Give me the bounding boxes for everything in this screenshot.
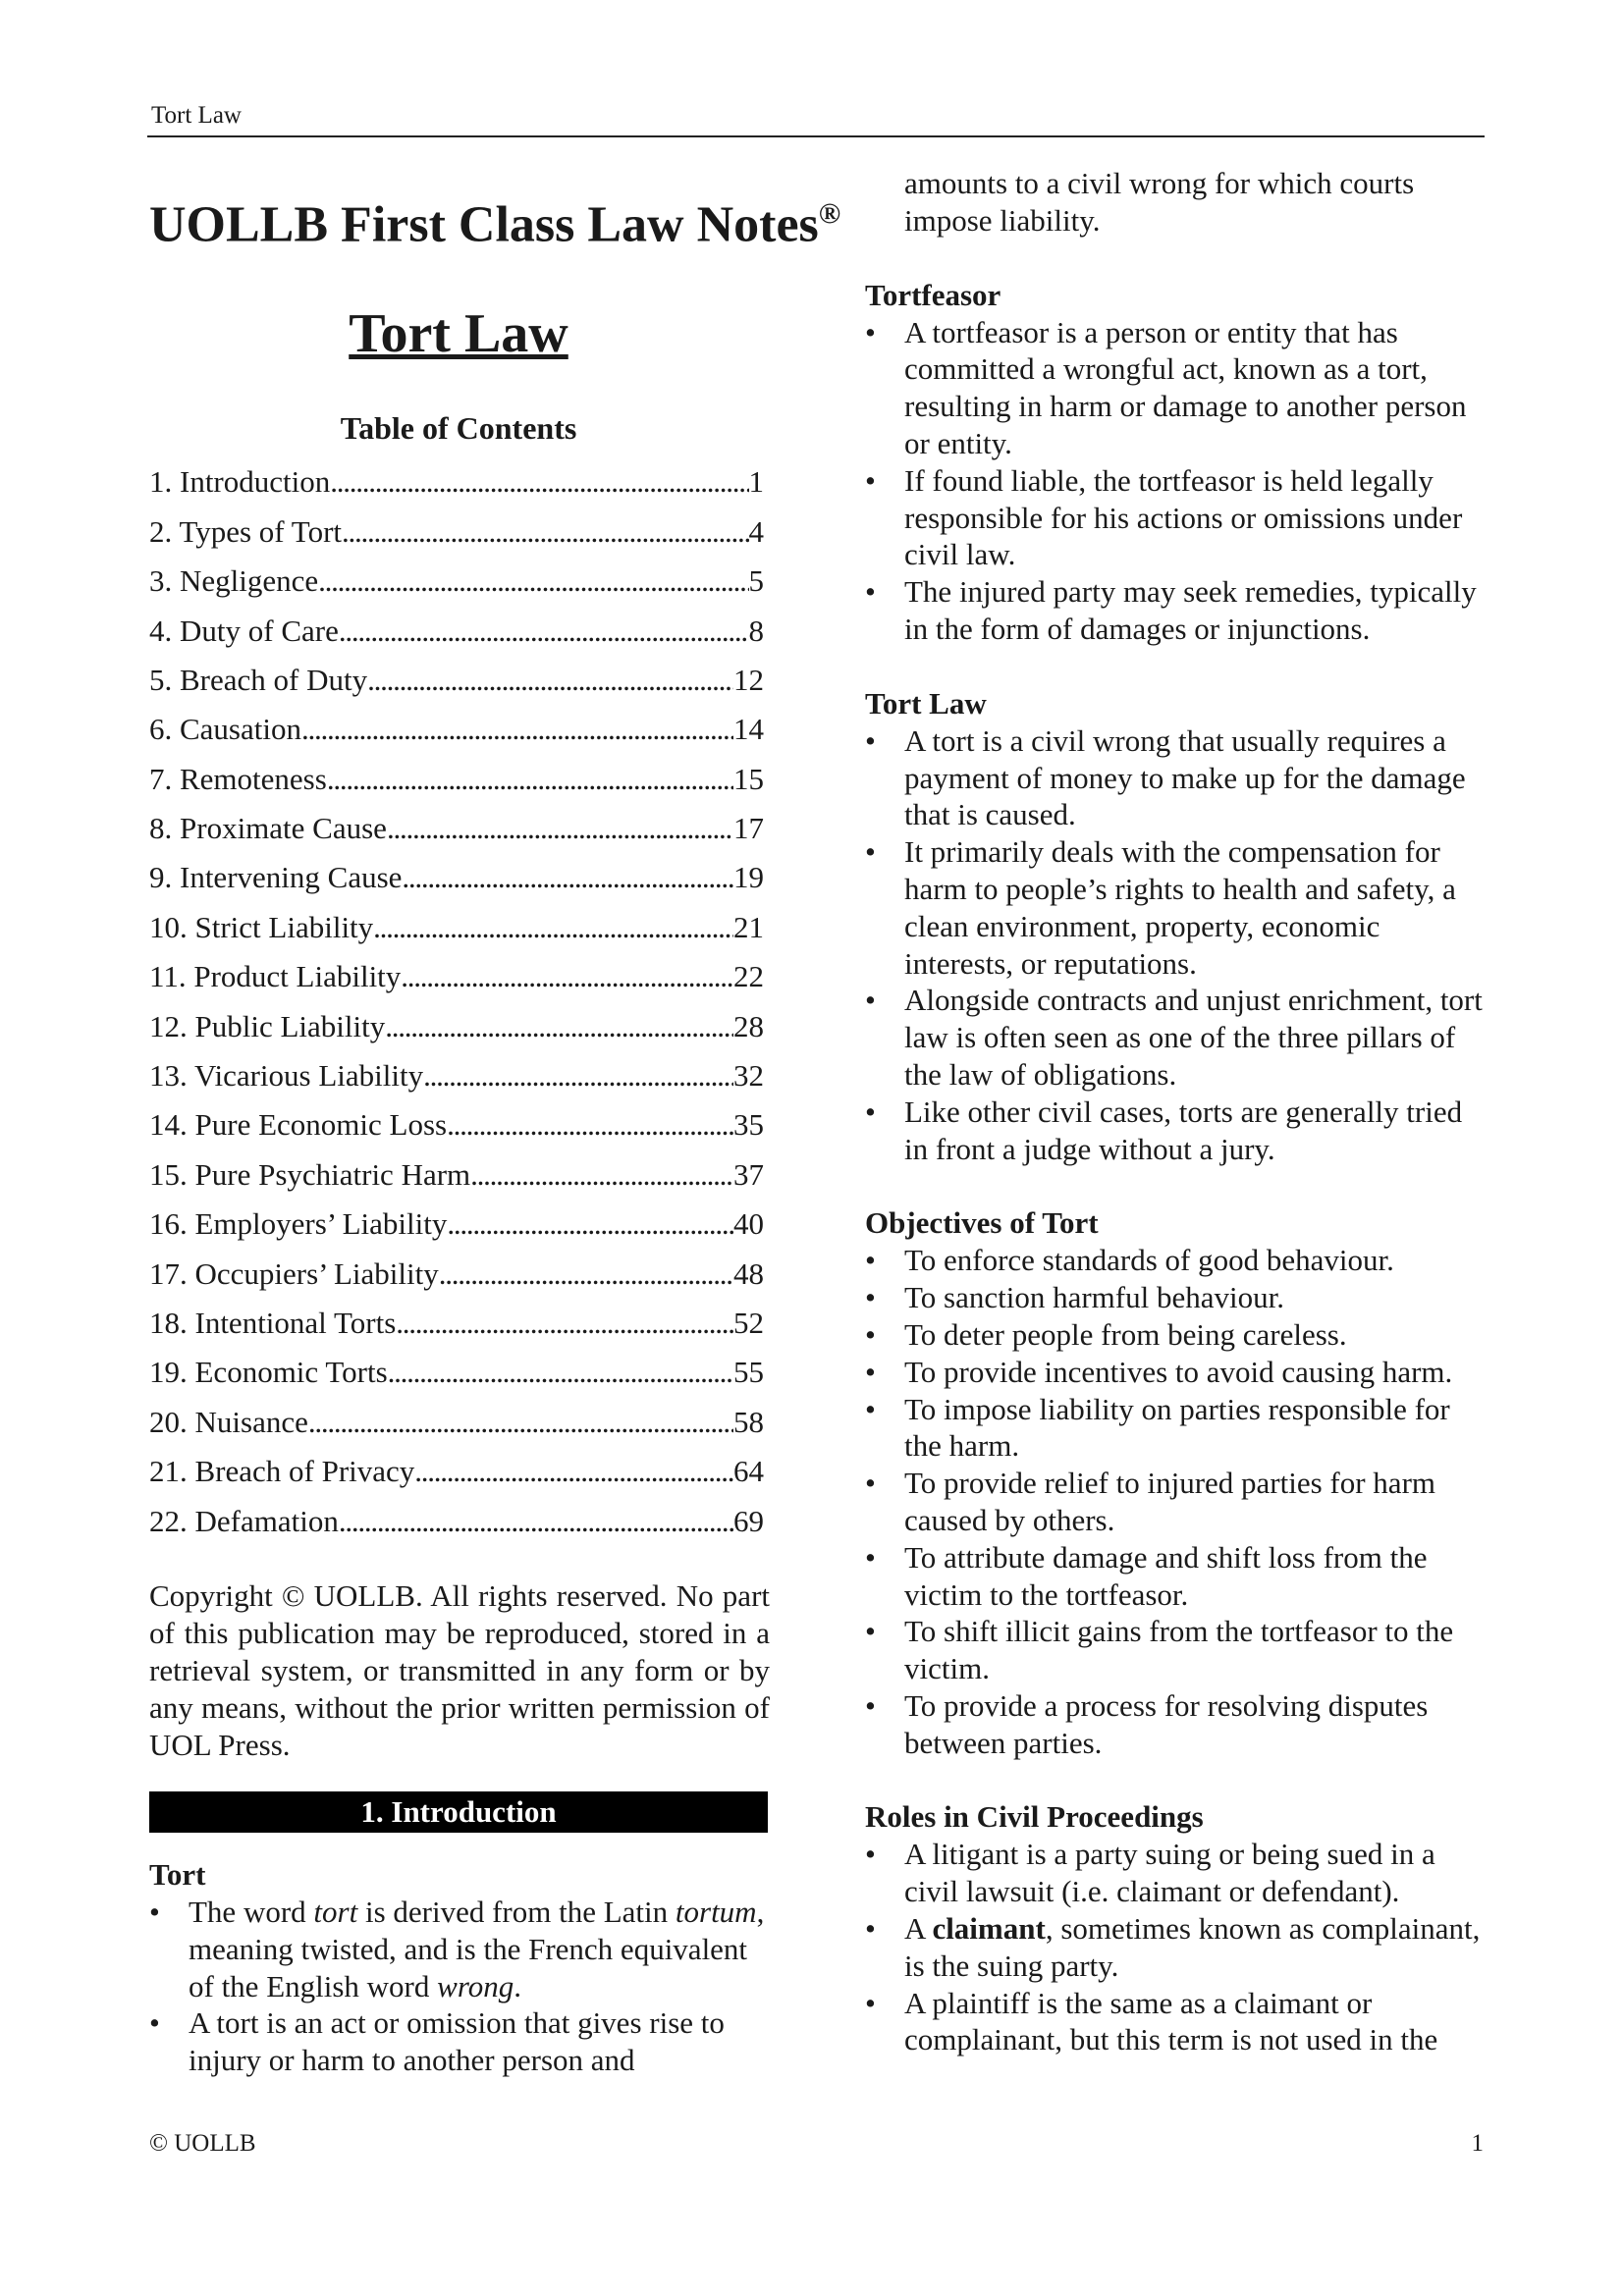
toc-entry-page: 5	[748, 563, 764, 599]
toc-dot-leader	[447, 1100, 733, 1149]
toc-entry-page: 52	[733, 1305, 764, 1340]
toc-entry[interactable]	[149, 1100, 764, 1149]
list-item: • Alongside contracts and unjust enrichment, tort law is often seen as one of the three pillars of the law of obligations.	[865, 982, 1484, 1093]
list-item: • A tort is a civil wrong that usually requires a payment of money to make up for the damage that is caused.	[865, 722, 1484, 833]
toc-dot-leader	[367, 656, 733, 705]
tort-bullets	[149, 1894, 768, 2079]
objectives-bullets	[865, 1242, 1484, 1761]
list-item: • A tort is an act or omission that gives rise to injury or harm to another person and	[149, 2004, 768, 2079]
list-item: • To deter people from being careless.	[865, 1316, 1484, 1354]
copyright-notice: Copyright © UOLLB. All rights reserved. No part of this publication may be reproduced, stored in a retrieval system, or transmitted in any form or by any means, without the prior written permission of UOL Press.	[149, 1577, 770, 1762]
toc-entry-label: 20. Nuisance	[149, 1404, 308, 1439]
tortfeasor-bullets	[865, 314, 1484, 648]
toc-entry[interactable]	[149, 1200, 764, 1249]
toc-entry-label: 13. Vicarious Liability	[149, 1058, 424, 1094]
list-item: • To sanction harmful behaviour.	[865, 1279, 1484, 1316]
toc-dot-leader	[301, 705, 733, 754]
toc-entry[interactable]	[149, 1447, 764, 1496]
toc-dot-leader	[447, 1200, 733, 1249]
toc-entry[interactable]	[149, 1497, 764, 1546]
toc-entry-page: 48	[733, 1255, 764, 1291]
toc-entry[interactable]	[149, 1348, 764, 1397]
toc-dot-leader	[439, 1250, 733, 1299]
list-item: • Like other civil cases, torts are generally tried in front a judge without a jury.	[865, 1094, 1484, 1168]
toc-entry-label: 6. Causation	[149, 712, 301, 747]
running-title: Tort Law	[151, 102, 242, 129]
toc-dot-leader	[339, 607, 749, 656]
toc-entry-label: 1. Introduction	[149, 464, 331, 500]
toc-heading: Table of Contents	[340, 410, 577, 447]
toc-dot-leader	[414, 1447, 733, 1496]
subject-title: Tort Law	[349, 303, 568, 365]
toc-dot-leader	[402, 853, 733, 902]
toc-entry-label: 12. Public Liability	[149, 1008, 386, 1043]
list-item: • To enforce standards of good behaviour.	[865, 1242, 1484, 1279]
toc-entry-label: 7. Remoteness	[149, 761, 327, 796]
toc-entry-label: 16. Employers’ Liability	[149, 1206, 448, 1242]
toc-entry-page: 22	[733, 959, 764, 994]
toc-entry-page: 40	[733, 1206, 764, 1242]
roles-heading: Roles in Civil Proceedings	[865, 1799, 1204, 1835]
toc-entry-page: 64	[733, 1454, 764, 1489]
tort-heading: Tort	[149, 1856, 206, 1892]
tort-law-bullets	[865, 722, 1484, 1168]
list-item: • A claimant, sometimes known as complainant, is the suing party.	[865, 1910, 1484, 1985]
toc-dot-leader	[401, 952, 733, 1001]
toc-entry-label: 4. Duty of Care	[149, 613, 339, 648]
list-item: • To provide relief to injured parties for harm caused by others.	[865, 1465, 1484, 1539]
list-item: • If found liable, the tortfeasor is held legally responsible for his actions or omissions under civil law.	[865, 462, 1484, 573]
toc-entry-page: 8	[748, 613, 764, 648]
toc-entry-page: 4	[748, 513, 764, 549]
toc-entry-page: 1	[748, 464, 764, 500]
toc-dot-leader	[308, 1398, 733, 1447]
toc-dot-leader	[396, 1299, 733, 1348]
toc-entry[interactable]	[149, 656, 764, 705]
toc-entry-label: 8. Proximate Cause	[149, 811, 387, 846]
objectives-heading: Objectives of Tort	[865, 1205, 1099, 1241]
toc-entry-label: 2. Types of Tort	[149, 513, 343, 549]
toc-entry[interactable]	[149, 903, 764, 952]
document-title	[149, 185, 841, 254]
list-item: • The word tort is derived from the Latin tortum, meaning twisted, and is the French equivalent of the English word wrong.	[149, 1894, 768, 2004]
toc-entry-page: 35	[733, 1107, 764, 1143]
toc-entry-page: 28	[733, 1008, 764, 1043]
toc-entry-page: 69	[733, 1503, 764, 1538]
toc-dot-leader	[373, 903, 733, 952]
toc-entry-label: 9. Intervening Cause	[149, 860, 403, 895]
page-number: 1	[1471, 2130, 1484, 2157]
toc-entry[interactable]	[149, 1299, 764, 1348]
toc-dot-leader	[339, 1497, 733, 1546]
document-title-text: UOLLB First Class Law Notes	[149, 196, 819, 253]
toc-entry[interactable]	[149, 507, 764, 557]
section-heading: 1. Introduction	[149, 1791, 768, 1833]
toc-entry-label: 11. Product Liability	[149, 959, 402, 994]
left-column	[149, 185, 841, 2079]
toc-entry-label: 18. Intentional Torts	[149, 1305, 397, 1340]
toc-entry-page: 14	[733, 712, 764, 747]
toc-dot-leader	[318, 557, 748, 606]
toc-entry-label: 14. Pure Economic Loss	[149, 1107, 448, 1143]
table-of-contents	[149, 457, 764, 1546]
list-item: • The injured party may seek remedies, typically in the form of damages or injunctions.	[865, 573, 1484, 648]
toc-entry[interactable]	[149, 1002, 764, 1051]
toc-entry-label: 21. Breach of Privacy	[149, 1454, 415, 1489]
toc-entry-page: 37	[733, 1156, 764, 1192]
toc-dot-leader	[342, 507, 748, 557]
tort-law-heading: Tort Law	[865, 685, 987, 721]
list-item: • A plaintiff is the same as a claimant or complainant, but this term is not used in the	[865, 1985, 1484, 2059]
toc-entry-page: 32	[733, 1058, 764, 1094]
toc-entry[interactable]	[149, 607, 764, 656]
toc-entry[interactable]	[149, 705, 764, 754]
toc-dot-leader	[470, 1150, 733, 1200]
footer-copyright: © UOLLB	[149, 2130, 256, 2157]
toc-entry[interactable]	[149, 557, 764, 606]
toc-entry-label: 10. Strict Liability	[149, 909, 374, 944]
list-item: • To shift illicit gains from the tortfeasor to the victim.	[865, 1613, 1484, 1687]
toc-entry[interactable]	[149, 1150, 764, 1200]
toc-entry[interactable]	[149, 457, 764, 507]
toc-entry-label: 15. Pure Psychiatric Harm	[149, 1156, 471, 1192]
toc-entry-page: 19	[733, 860, 764, 895]
roles-bullets	[865, 1836, 1484, 2058]
toc-entry-page: 17	[733, 811, 764, 846]
list-item: • To impose liability on parties responsible for the harm.	[865, 1391, 1484, 1466]
toc-entry[interactable]	[149, 804, 764, 853]
toc-entry-label: 22. Defamation	[149, 1503, 339, 1538]
toc-entry[interactable]	[149, 1051, 764, 1100]
toc-entry-page: 21	[733, 909, 764, 944]
toc-entry-label: 3. Negligence	[149, 563, 319, 599]
toc-dot-leader	[327, 755, 733, 804]
toc-entry[interactable]	[149, 1398, 764, 1447]
list-item: • To provide incentives to avoid causing harm.	[865, 1354, 1484, 1391]
list-item: • To attribute damage and shift loss from the victim to the tortfeasor.	[865, 1539, 1484, 1614]
list-item: • A tortfeasor is a person or entity that has committed a wrongful act, known as a tort, resulting in harm or damage to another person or entity.	[865, 314, 1484, 462]
page-header	[147, 98, 1485, 137]
toc-dot-leader	[385, 1002, 733, 1051]
toc-dot-leader	[388, 1348, 733, 1397]
tortfeasor-heading: Tortfeasor	[865, 277, 1001, 312]
list-item: • It primarily deals with the compensation for harm to people’s rights to health and safety, a clean environment, property, economic interests, or reputations.	[865, 833, 1484, 982]
toc-dot-leader	[423, 1051, 733, 1100]
toc-entry[interactable]	[149, 755, 764, 804]
toc-dot-leader	[387, 804, 733, 853]
toc-entry-page: 15	[733, 761, 764, 796]
toc-entry-page: 12	[733, 662, 764, 697]
toc-entry-label: 5. Breach of Duty	[149, 662, 368, 697]
right-column	[865, 165, 1484, 2058]
toc-entry-page: 58	[733, 1404, 764, 1439]
toc-entry[interactable]	[149, 952, 764, 1001]
continued-text: amounts to a civil wrong for which courts impose liability.	[904, 166, 1415, 238]
list-item: • To provide a process for resolving disputes between parties.	[865, 1687, 1484, 1762]
toc-entry-page: 55	[733, 1355, 764, 1390]
toc-entry[interactable]	[149, 1250, 764, 1299]
registered-mark: ®	[818, 197, 841, 230]
toc-entry[interactable]	[149, 853, 764, 902]
toc-dot-leader	[330, 457, 748, 507]
toc-entry-label: 19. Economic Torts	[149, 1355, 388, 1390]
toc-entry-label: 17. Occupiers’ Liability	[149, 1255, 439, 1291]
list-item: • A litigant is a party suing or being sued in a civil lawsuit (i.e. claimant or defendant).	[865, 1836, 1484, 1910]
